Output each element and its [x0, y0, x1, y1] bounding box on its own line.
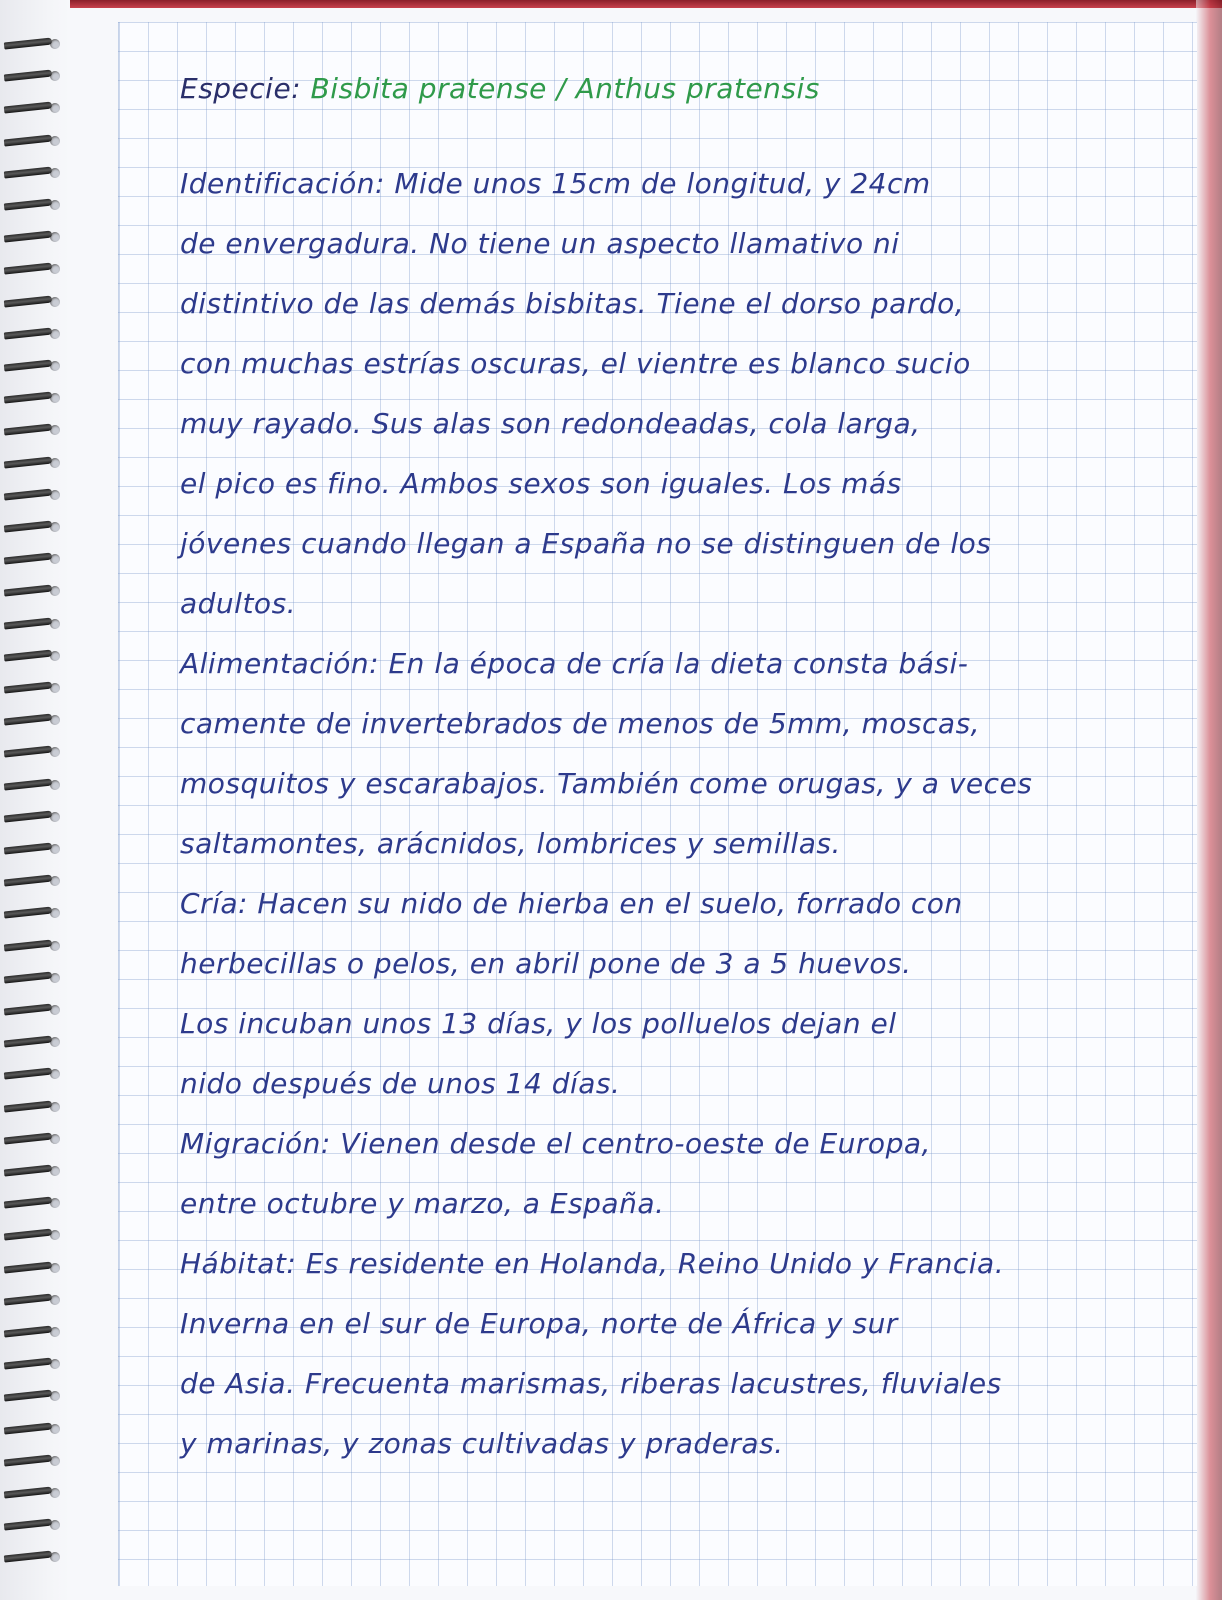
species-line [180, 60, 820, 118]
spiral-coil [0, 1262, 70, 1274]
page-top-edge [0, 0, 1222, 8]
note-line: herbecillas o pelos, en abril pone de 3 a 5 huevos. [180, 947, 912, 980]
spiral-coil [0, 1197, 70, 1209]
spiral-coil [0, 1101, 70, 1113]
spiral-coil [0, 392, 70, 404]
coil-wire [4, 585, 52, 597]
spiral-coil [0, 746, 70, 758]
coil-wire [4, 971, 52, 983]
coil-wire [4, 199, 52, 211]
coil-wire [4, 1165, 52, 1177]
note-line: Los incuban unos 13 días, y los polluelos dejan el [180, 1007, 897, 1040]
note-line: el pico es fino. Ambos sexos son iguales. Los más [180, 467, 902, 500]
spiral-coil [0, 328, 70, 340]
coil-wire [4, 166, 52, 178]
note-line: jóvenes cuando llegan a España no se distinguen de los [180, 527, 992, 560]
spiral-coil [0, 940, 70, 952]
coil-wire [4, 1551, 52, 1563]
spiral-coil [0, 1551, 70, 1563]
coil-wire [4, 778, 52, 790]
spiral-coil [0, 1326, 70, 1338]
coil-wire [4, 327, 52, 339]
note-line: Identificación: Mide unos 15cm de longitud, y 24cm [180, 167, 931, 200]
coil-wire [4, 1358, 52, 1370]
coil-wire [4, 1229, 52, 1241]
coil-wire [4, 360, 52, 372]
species-latin-name: Anthus pratensis [575, 72, 820, 105]
spiral-binding [0, 0, 70, 1600]
note-line: camente de invertebrados de menos de 5mm, moscas, [180, 707, 981, 740]
coil-wire [4, 1068, 52, 1080]
coil-wire [4, 1422, 52, 1434]
page-right-edge [1196, 0, 1222, 1600]
coil-wire [4, 1390, 52, 1402]
note-line: distintivo de las demás bisbitas. Tiene el dorso pardo, [180, 287, 965, 320]
spiral-coil [0, 1487, 70, 1499]
species-label: Especie: [180, 72, 302, 105]
coil-wire [4, 392, 52, 404]
spiral-coil [0, 972, 70, 984]
note-line: con muchas estrías oscuras, el vientre es blanco sucio [180, 347, 971, 380]
coil-wire [4, 746, 52, 758]
coil-wire [4, 907, 52, 919]
spiral-coil [0, 714, 70, 726]
spiral-coil [0, 38, 70, 50]
spiral-coil [0, 102, 70, 114]
coil-wire [4, 102, 52, 114]
note-line: mosquitos y escarabajos. También come orugas, y a veces [180, 767, 1033, 800]
spiral-coil [0, 1519, 70, 1531]
species-separator: / [556, 72, 567, 105]
coil-wire [4, 231, 52, 243]
spiral-coil [0, 135, 70, 147]
spiral-coil [0, 1133, 70, 1145]
spiral-coil [0, 1068, 70, 1080]
spiral-coil [0, 650, 70, 662]
spiral-coil [0, 682, 70, 694]
coil-wire [4, 1487, 52, 1499]
spiral-coil [0, 907, 70, 919]
spiral-coil [0, 1229, 70, 1241]
spiral-coil [0, 457, 70, 469]
coil-wire [4, 488, 52, 500]
coil-wire [4, 939, 52, 951]
coil-wire [4, 714, 52, 726]
coil-wire [4, 1261, 52, 1273]
note-line: Alimentación: En la época de cría la dieta consta bási- [180, 647, 969, 680]
coil-wire [4, 134, 52, 146]
spiral-coil [0, 618, 70, 630]
spiral-coil [0, 843, 70, 855]
coil-wire [4, 1293, 52, 1305]
spiral-coil [0, 489, 70, 501]
coil-wire [4, 1100, 52, 1112]
coil-wire [4, 1036, 52, 1048]
note-line: nido después de unos 14 días. [180, 1067, 621, 1100]
spiral-coil [0, 1358, 70, 1370]
spiral-coil [0, 1004, 70, 1016]
coil-wire [4, 521, 52, 533]
coil-wire [4, 70, 52, 82]
note-line: entre octubre y marzo, a España. [180, 1187, 665, 1220]
spiral-coil [0, 167, 70, 179]
coil-wire [4, 456, 52, 468]
note-line: de Asia. Frecuenta marismas, riberas lacustres, fluviales [180, 1367, 1002, 1400]
spiral-coil [0, 553, 70, 565]
coil-wire [4, 875, 52, 887]
spiral-coil [0, 1294, 70, 1306]
spiral-coil [0, 1423, 70, 1435]
note-line: Hábitat: Es residente en Holanda, Reino Unido y Francia. [180, 1247, 1005, 1280]
spiral-coil [0, 70, 70, 82]
spiral-coil [0, 1390, 70, 1402]
note-line: adultos. [180, 587, 297, 620]
spiral-coil [0, 424, 70, 436]
coil-wire [4, 1004, 52, 1016]
note-line: Inverna en el sur de Europa, norte de África y sur [180, 1307, 898, 1340]
coil-wire [4, 843, 52, 855]
coil-wire [4, 38, 52, 50]
note-line: muy rayado. Sus alas son redondeadas, cola larga, [180, 407, 921, 440]
note-line: saltamontes, arácnidos, lombrices y semillas. [180, 827, 841, 860]
spiral-coil [0, 360, 70, 372]
note-line: Cría: Hacen su nido de hierba en el suelo, forrado con [180, 887, 963, 920]
spiral-coil [0, 231, 70, 243]
note-line: Migración: Vienen desde el centro-oeste de Europa, [180, 1127, 931, 1160]
spiral-coil [0, 296, 70, 308]
coil-wire [4, 649, 52, 661]
note-line: y marinas, y zonas cultivadas y praderas. [180, 1427, 784, 1460]
coil-wire [4, 424, 52, 436]
spiral-coil [0, 263, 70, 275]
coil-wire [4, 1197, 52, 1209]
spiral-coil [0, 779, 70, 791]
coil-wire [4, 1454, 52, 1466]
coil-wire [4, 1326, 52, 1338]
species-common-name: Bisbita pratense [310, 72, 547, 105]
coil-wire [4, 1132, 52, 1144]
coil-wire [4, 1519, 52, 1531]
spiral-coil [0, 521, 70, 533]
coil-wire [4, 295, 52, 307]
spiral-coil [0, 875, 70, 887]
coil-wire [4, 263, 52, 275]
spiral-coil [0, 1165, 70, 1177]
coil-wire [4, 682, 52, 694]
coil-wire [4, 617, 52, 629]
spiral-coil [0, 199, 70, 211]
spiral-coil [0, 585, 70, 597]
spiral-coil [0, 811, 70, 823]
coil-wire [4, 553, 52, 565]
spiral-coil [0, 1036, 70, 1048]
coil-wire [4, 810, 52, 822]
note-line: de envergadura. No tiene un aspecto llamativo ni [180, 227, 900, 260]
spiral-coil [0, 1455, 70, 1467]
